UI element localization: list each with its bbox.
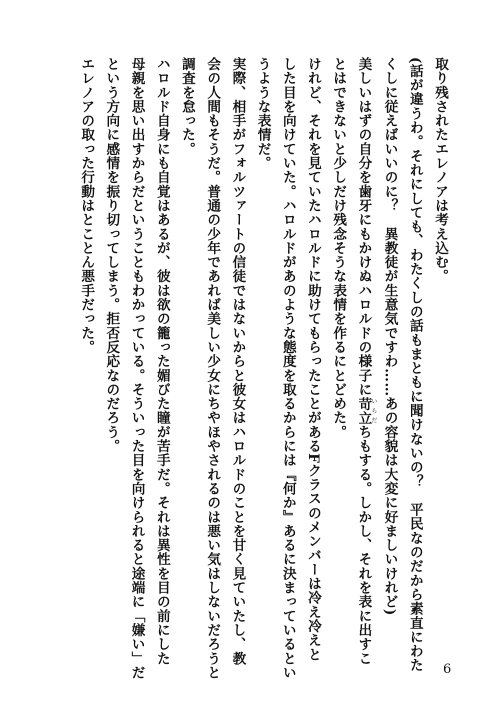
ruby-word — [355, 396, 377, 425]
ruby-base: 苛立 — [355, 396, 372, 425]
text-segment: 美しいはずの自分を歯牙にもかけぬハロルドの様子に — [355, 57, 372, 397]
text-line: エレノアの取った行動はとことん悪手だった。 — [78, 57, 95, 355]
text-line: うような表情だ。 — [254, 57, 271, 171]
text-line: けれど、それを見ていたハロルドに助けてもらったことがあるFクラスのメンバーは冷え冷えと — [304, 57, 321, 662]
page-number: 6 — [443, 662, 452, 677]
vertical-text-block — [73, 57, 452, 680]
text-line — [350, 57, 377, 666]
text-line: ハロルド自身にも自覚はあるが、彼は欲の籠った媚びた瞳が苦手だ。それは異性を目の前にした — [153, 57, 170, 666]
text-line: 実際、相手がフォルツァートの信徒ではないからと彼女はハロルドのことを甘く見ていたし、教 — [229, 57, 246, 666]
text-line: 母親を思い出すからだということもわかっている。そういった目を向けられると途端に「嫌い」だ — [128, 57, 145, 680]
text-line: した目を向けていた。ハロルドがあのような態度を取るからには『何か』あるに決まっているとい — [279, 57, 296, 680]
text-line: とはできないと少しだけ残念そうな表情を作るにとどめた。 — [330, 57, 347, 440]
text-segment: ちもする。しかし、それを表に出すこ — [355, 424, 372, 666]
text-line: という方向に感情を振り切ってしまう。拒否反応なのだろう。 — [103, 57, 120, 454]
text-line: 会の人間もそうだ。普通の少年であれば美しい少女にちやほやされるのは悪い気はしないだろうと — [204, 57, 221, 680]
ruby-reading: いらだ — [369, 396, 377, 425]
text-line: 調査を怠った。 — [178, 57, 195, 157]
text-line: (話が違うわ。それにしても、わたくしの話もまともに聞けないの？ 平民なのだから素直にわた — [406, 57, 423, 673]
text-line: くしに従えばいいのに？ 異教徒が生意気ですわ……あの容貌は大変に好ましいけれど) — [381, 57, 398, 616]
text-line: 取り残されたエレノアは考え込む。 — [432, 57, 448, 284]
